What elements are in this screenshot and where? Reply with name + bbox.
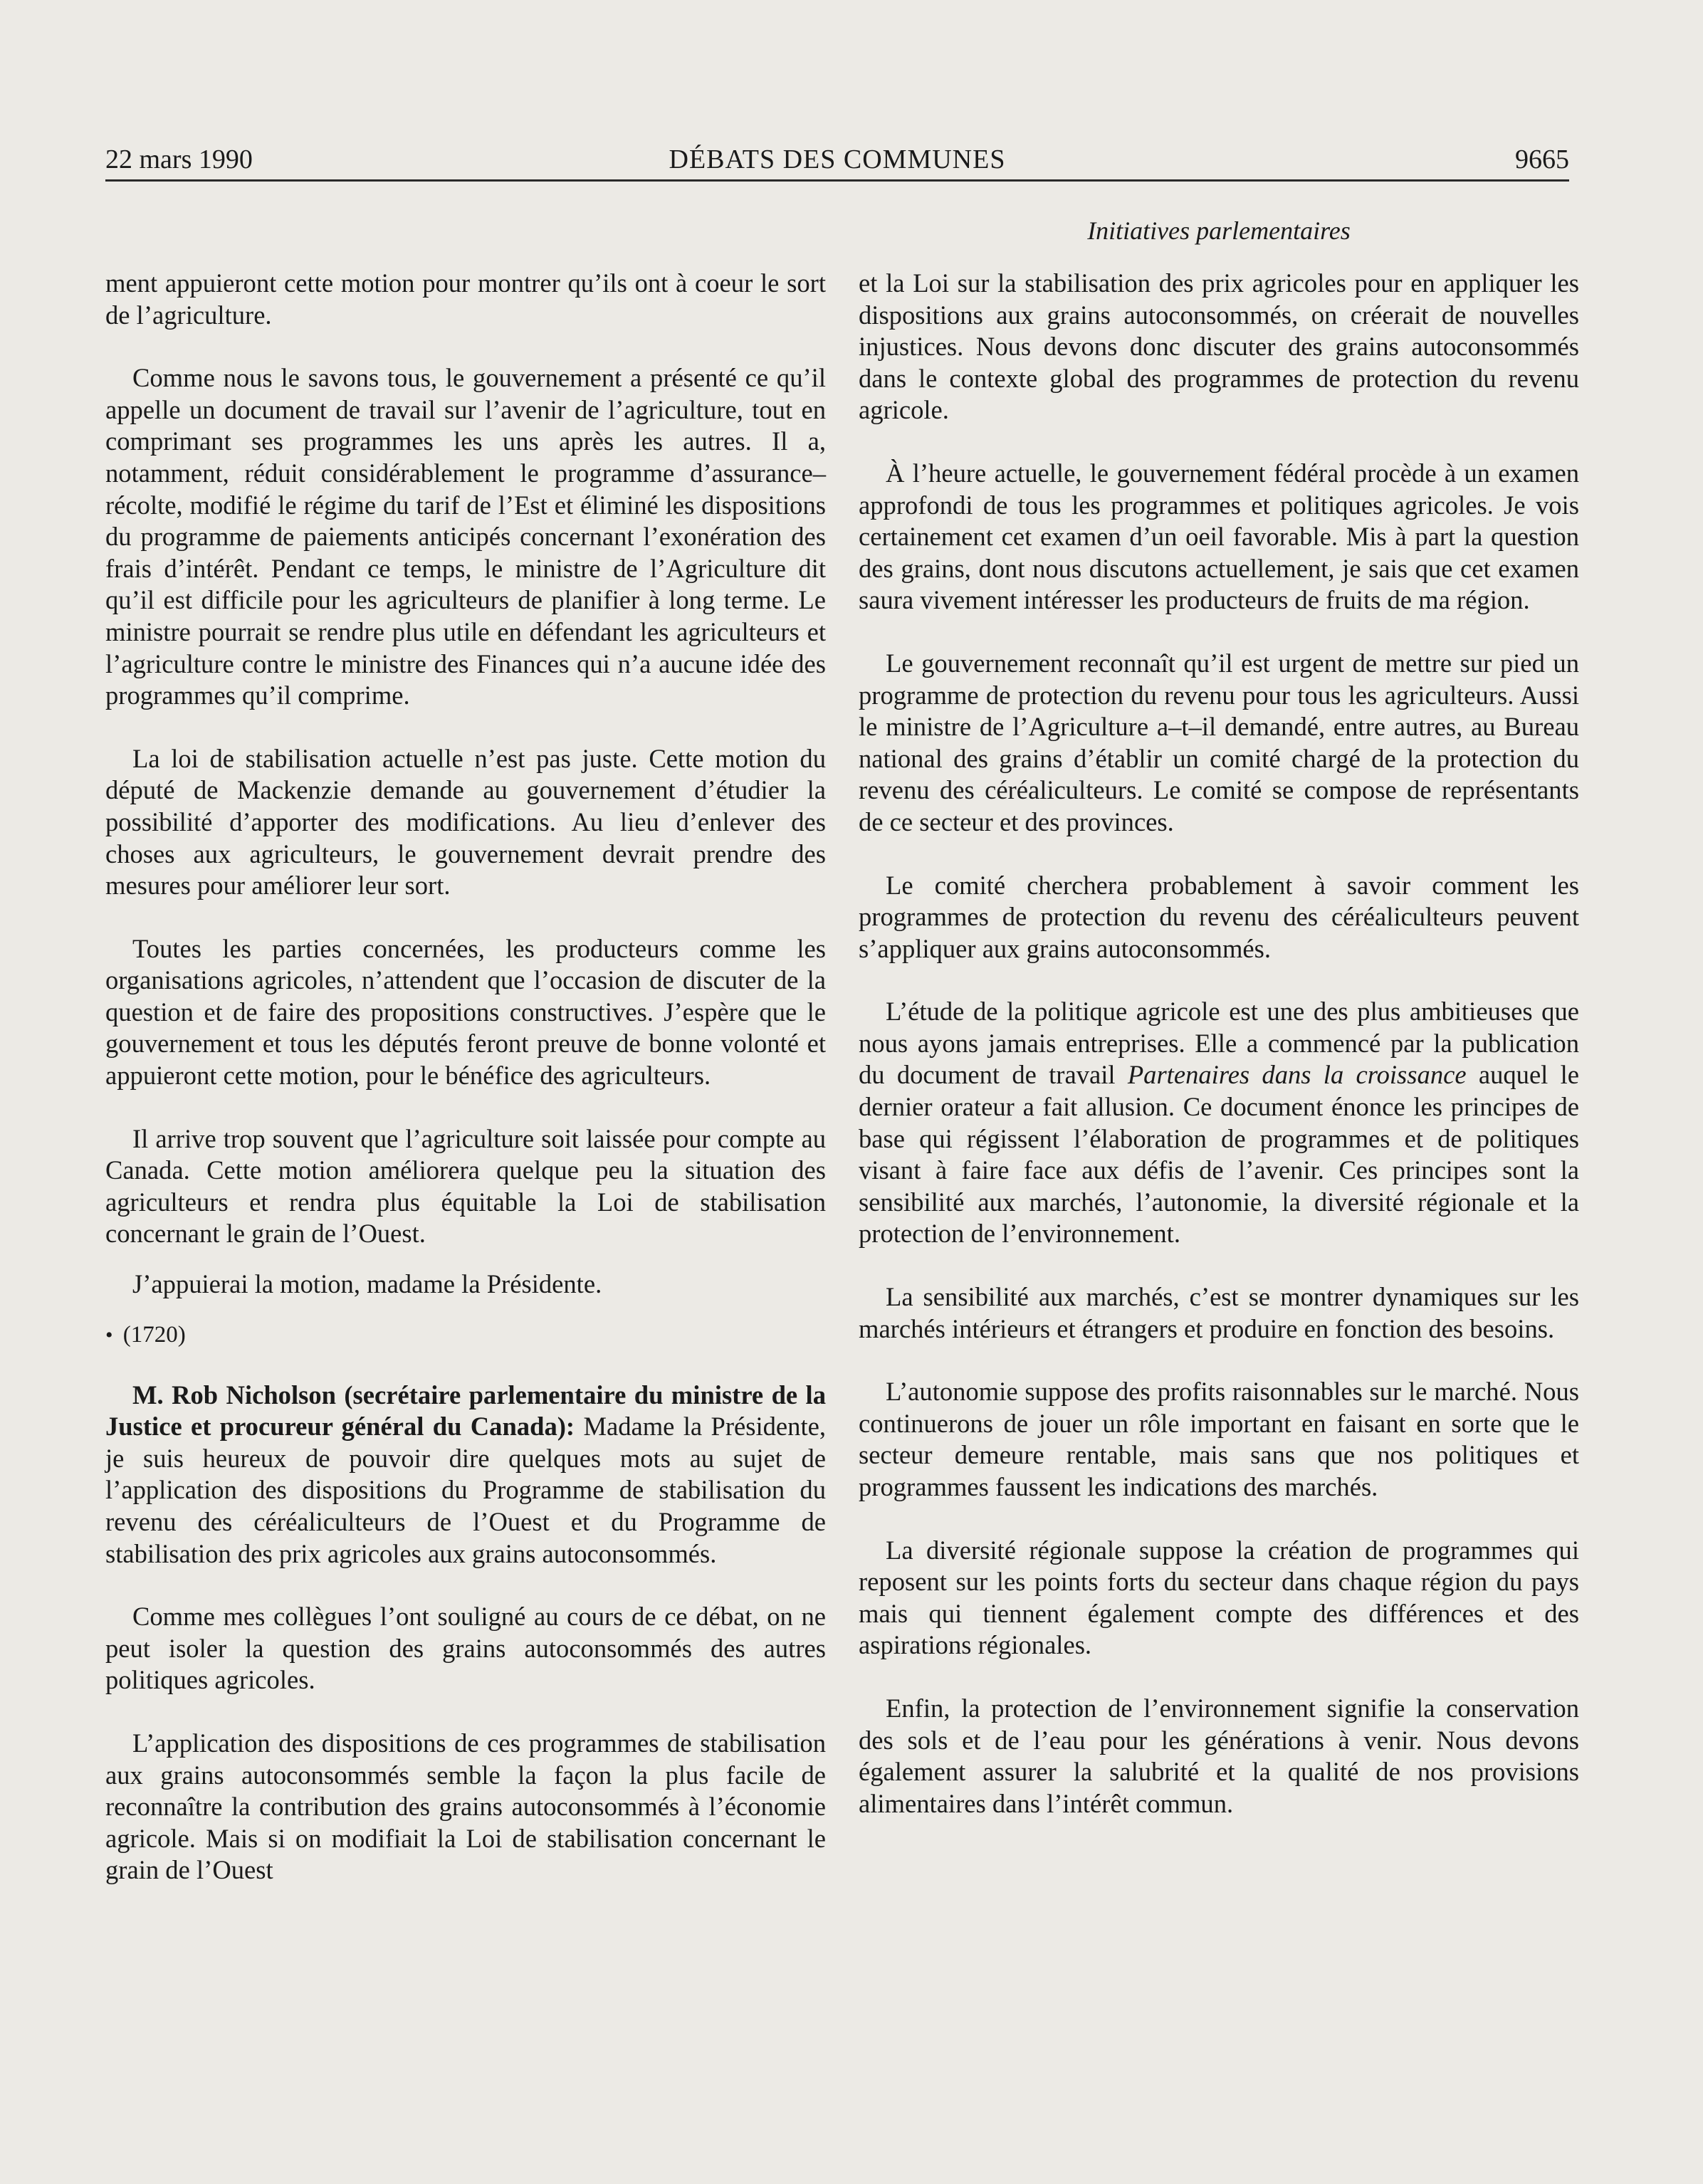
paragraph: Il arrive trop souvent que l’agriculture soit laissée pour compte au Canada. Cette motion améliorera quelque peu la situation des agriculteurs et rendra plus équitable la Loi de stabilisation concernant le grain de l’Ouest. <box>105 1123 826 1249</box>
page-header <box>105 140 1569 182</box>
paragraph: La diversité régionale suppose la création de programmes qui reposent sur les points forts du secteur dans chaque région du pays mais qui tiennent également compte des différences et des aspirations régionales. <box>859 1535 1579 1660</box>
speaker-name: M. Rob Nicholson (secrétaire parlementaire du ministre de la Justice et procureur général du Canada): <box>105 1380 826 1442</box>
timestamp <box>105 1319 826 1351</box>
paragraph <box>859 996 1579 1250</box>
paragraph: La loi de stabilisation actuelle n’est pas juste. Cette motion du député de Mackenzie demande au gouvernement d’étudier la possibilité d’apporter des modifications. Au lieu d’enlever des choses aux agriculteurs, le gouvernement devrait prendre des mesures pour améliorer leur sort. <box>105 743 826 901</box>
paragraph: J’appuierai la motion, madame la Présidente. <box>132 1269 602 1299</box>
right-column <box>859 268 1579 1851</box>
left-column <box>105 268 826 1918</box>
speaker-paragraph <box>105 1380 826 1570</box>
header-title: DÉBATS DES COMMUNES <box>669 145 1006 174</box>
paragraph: Le gouvernement reconnaît qu’il est urgent de mettre sur pied un programme de protection du revenu pour tous les agriculteurs. Aussi le ministre de l’Agriculture a–t–il demandé, entre autres, au Bureau national des grains d’établir un comité chargé de la protection du revenu des céréaliculteurs. Le comité se compose de représentants de ce secteur et des provinces. <box>859 648 1579 836</box>
paragraph: Comme nous le savons tous, le gouvernement a présenté ce qu’il appelle un document de travail sur l’avenir de l’agriculture, tout en comprimant ses programmes les uns après les autres. Il a, notamment, réduit considérablement le programme d’assurance–récolte, modifié le régime du tarif de l’Est et éliminé les dispositions du programme de paiements anticipés concernant l’exonération des frais d’intérêt. Pendant ce temps, le ministre de l’Agriculture dit qu’il est difficile pour les agriculteurs de planifier à long terme. Le ministre pourrait se rendre plus utile en défendant les agriculteurs et l’agriculture contre le ministre des Finances qui n’a aucune idée des programmes qu’il comprime. <box>105 363 826 710</box>
paragraph: ment appuieront cette motion pour montrer qu’ils ont à coeur le sort de l’agriculture. <box>105 268 826 330</box>
timestamp-text: (1720) <box>122 1321 186 1348</box>
paragraph: Comme mes collègues l’ont souligné au cours de ce débat, on ne peut isoler la question des grains autoconsommés des autres politiques agricoles. <box>105 1602 826 1695</box>
paragraph: À l’heure actuelle, le gouvernement fédéral procède à un examen approfondi de tous les programmes et politiques agricoles. Je vois certainement cet examen d’un oeil favorable. Mis à part la question des grains, dont nous discutons actuellement, je sais que cet examen saura vivement intéresser les producteurs de fruits de ma région. <box>859 458 1579 615</box>
paragraph-text: L’étude de la politique agricole est une des plus ambitieuses que nous ayons jamais entreprises. Elle a commencé par la publication du document de travail <box>859 997 1579 1090</box>
header-page-number: 9665 <box>1515 145 1569 174</box>
header-date: 22 mars 1990 <box>105 145 253 174</box>
paragraph-text: auquel le dernier orateur a fait allusion. Ce document énonce les principes de base qui régissent l’élaboration de programmes et de politiques visant à faire face aux défis de l’avenir. Ces principes sont la sensibilité aux marchés, l’autonomie, la diversité régionale et la protection de l’environnement. <box>859 1060 1579 1249</box>
section-label: Initiatives parlementaires <box>1087 216 1351 245</box>
document-title: Partenaires dans la croissance <box>1127 1060 1467 1090</box>
paragraph: Le comité cherchera probablement à savoir comment les programmes de protection du revenu des céréaliculteurs peuvent s’appliquer aux grains autoconsommés. <box>859 870 1579 963</box>
timestamp-bullet: • <box>105 1323 113 1347</box>
paragraph: Toutes les parties concernées, les producteurs comme les organisations agricoles, n’attendent que l’occasion de discuter de la question et de faire des propositions constructives. J’espère que le gouvernement et tous les députés feront preuve de bonne volonté et appuieront cette motion, pour le bénéfice des agriculteurs. <box>105 933 826 1091</box>
speech-text: Madame la Présidente, je suis heureux de pouvoir dire quelques mots au sujet de l’application des dispositions du Programme de stabilisation du revenu des céréaliculteurs de l’Ouest et du Programme de stabilisation des prix agricoles aux grains autoconsommés. <box>105 1412 826 1568</box>
paragraph: Enfin, la protection de l’environnement signifie la conservation des sols et de l’eau pour les générations à venir. Nous devons également assurer la salubrité et la qualité de nos provisions alimentaires dans l’intérêt commun. <box>859 1693 1579 1818</box>
paragraph: L’autonomie suppose des profits raisonnables sur le marché. Nous continuerons de jouer un rôle important en faisant en sorte que le secteur demeure rentable, mais sans que nos politiques et programmes faussent les indications des marchés. <box>859 1377 1579 1501</box>
paragraph: et la Loi sur la stabilisation des prix agricoles pour en appliquer les dispositions aux grains autoconsommés, on créerait de nouvelles injustices. Nous devons donc discuter des grains autoconsommés dans le contexte global des programmes de protection du revenu agricole. <box>859 268 1579 425</box>
paragraph: L’application des dispositions de ces programmes de stabilisation aux grains autoconsommés semble la façon la plus facile de reconnaître la contribution des grains autoconsommés à l’économie agricole. Mais si on modifiait la Loi de stabilisation concernant le grain de l’Ouest <box>105 1728 826 1885</box>
paragraph: La sensibilité aux marchés, c’est se montrer dynamiques sur les marchés intérieurs et étrangers et produire en fonction des besoins. <box>859 1282 1579 1343</box>
